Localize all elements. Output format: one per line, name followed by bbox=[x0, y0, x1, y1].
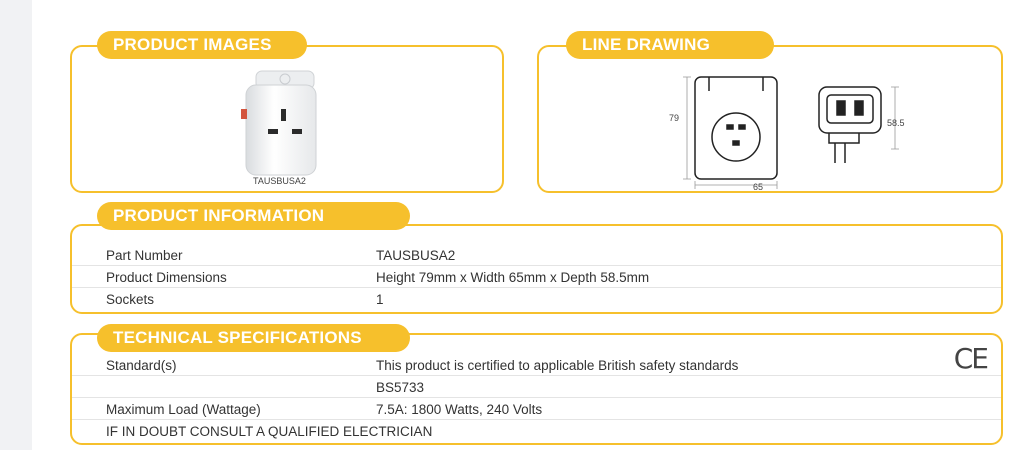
ce-mark-icon: CE bbox=[953, 342, 987, 375]
dimension-depth: 58.5 bbox=[887, 118, 905, 128]
line-drawing-title: LINE DRAWING bbox=[566, 31, 774, 59]
info-label: Part Number bbox=[106, 248, 183, 263]
spec-value: This product is certified to applicable British safety standards bbox=[376, 358, 739, 373]
info-value: Height 79mm x Width 65mm x Depth 58.5mm bbox=[376, 270, 650, 285]
spec-label: Standard(s) bbox=[106, 358, 177, 373]
product-images-title: PRODUCT IMAGES bbox=[97, 31, 307, 59]
spec-row bbox=[72, 421, 1001, 442]
dimension-width: 65 bbox=[753, 182, 764, 192]
product-photo bbox=[240, 69, 332, 181]
info-row bbox=[72, 267, 1001, 288]
spec-warning: IF IN DOUBT CONSULT A QUALIFIED ELECTRICIAN bbox=[106, 424, 433, 439]
product-information-panel bbox=[70, 224, 1003, 314]
product-image-caption: TAUSBUSA2 bbox=[253, 176, 306, 186]
info-value: TAUSBUSA2 bbox=[376, 248, 456, 263]
info-label: Product Dimensions bbox=[106, 270, 227, 285]
info-value: 1 bbox=[376, 292, 384, 307]
line-drawing-panel bbox=[537, 45, 1003, 193]
spec-value: 7.5A: 1800 Watts, 240 Volts bbox=[376, 402, 543, 417]
spec-label: Maximum Load (Wattage) bbox=[106, 402, 261, 417]
product-images-panel bbox=[70, 45, 504, 193]
spec-row bbox=[72, 399, 1001, 420]
spec-value: BS5733 bbox=[376, 380, 425, 395]
info-row bbox=[72, 245, 1001, 266]
spec-row bbox=[72, 355, 1001, 376]
dimension-height: 79 bbox=[669, 113, 680, 123]
info-label: Sockets bbox=[106, 292, 155, 307]
spec-row bbox=[72, 377, 1001, 398]
technical-specifications-title: TECHNICAL SPECIFICATIONS bbox=[97, 324, 410, 352]
product-information-title: PRODUCT INFORMATION bbox=[97, 202, 410, 230]
line-drawing-figure bbox=[669, 67, 919, 195]
info-row bbox=[72, 289, 1001, 310]
